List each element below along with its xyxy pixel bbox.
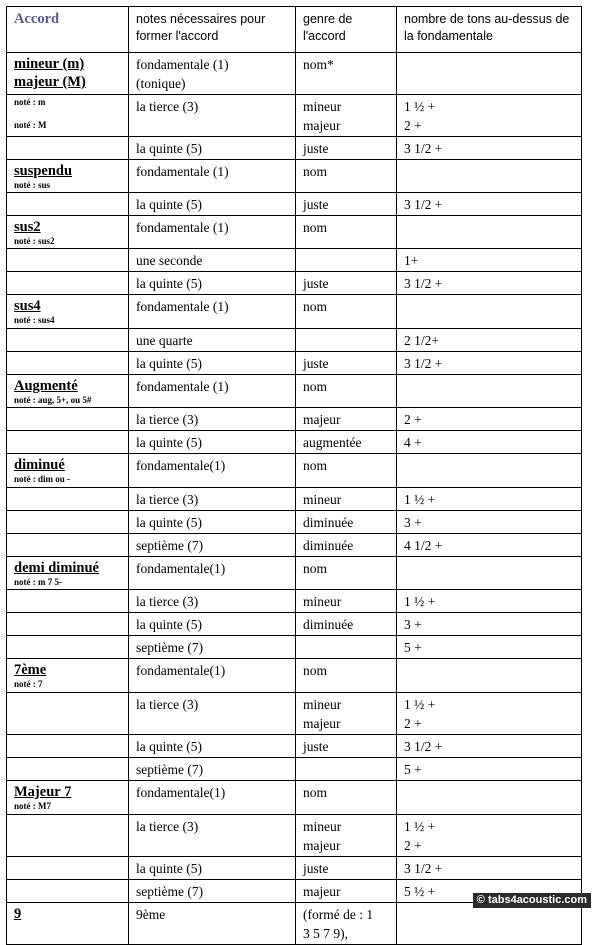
chord-name-cell <box>7 693 129 735</box>
tons-cell <box>397 216 582 249</box>
note-cell: fondamentale(1) <box>129 454 296 488</box>
chord-name-cell <box>7 295 129 329</box>
table-row <box>7 511 582 534</box>
genre-cell: diminuée <box>296 613 397 636</box>
note-cell: la tierce (3) <box>129 488 296 511</box>
note-text: (tonique) <box>136 76 186 91</box>
note-cell: une quarte <box>129 329 296 352</box>
genre-text: majeur <box>303 118 341 133</box>
genre-cell: juste <box>296 193 397 216</box>
note-cell: septième (7) <box>129 636 296 659</box>
table-row <box>7 590 582 613</box>
genre-cell <box>296 249 397 272</box>
note-text: fondamentale (1) <box>136 57 229 72</box>
chord-name: sus4 <box>14 298 41 314</box>
table-row <box>7 534 582 557</box>
genre-cell <box>296 758 397 781</box>
chord-notation: noté : M7 <box>14 801 51 811</box>
chord-notation: noté : M <box>14 120 47 130</box>
genre-cell: nom <box>296 454 397 488</box>
tons-cell: 3 1/2 + <box>397 857 582 880</box>
table-row <box>7 781 582 815</box>
note-cell: la tierce (3) <box>129 693 296 735</box>
genre-cell: majeur <box>296 408 397 431</box>
note-cell: fondamentale(1) <box>129 659 296 693</box>
header-notes: notes nécessaires pour former l'accord <box>129 7 296 53</box>
note-cell: fondamentale(1) <box>129 781 296 815</box>
table-row <box>7 659 582 693</box>
note-cell: fondamentale (1) <box>129 295 296 329</box>
header-row <box>7 7 582 53</box>
chord-name-cell <box>7 613 129 636</box>
tons-text: 2 + <box>404 118 422 133</box>
table-row <box>7 375 582 408</box>
chord-name-cell <box>7 375 129 408</box>
chord-notation: noté : sus2 <box>14 236 55 246</box>
chord-name-cell <box>7 511 129 534</box>
tons-text: 2 + <box>404 716 422 731</box>
tons-cell: 1 ½ + <box>397 488 582 511</box>
tons-cell <box>397 815 582 857</box>
watermark: © tabs4acoustic.com <box>473 893 591 908</box>
chord-name: demi diminué <box>14 560 99 576</box>
genre-cell: nom <box>296 375 397 408</box>
chord-name-cell <box>7 329 129 352</box>
chord-name: 9 <box>14 906 22 922</box>
tons-cell: 5 ½ + <box>397 880 582 903</box>
note-cell: la quinte (5) <box>129 272 296 295</box>
genre-cell <box>296 329 397 352</box>
chord-name-cell <box>7 160 129 193</box>
tons-text: 2 + <box>404 838 422 853</box>
chord-name-cell <box>7 534 129 557</box>
table-row <box>7 160 582 193</box>
table-row <box>7 329 582 352</box>
note-cell: septième (7) <box>129 758 296 781</box>
genre-cell: mineur <box>296 590 397 613</box>
chord-name-cell <box>7 272 129 295</box>
tons-cell <box>397 659 582 693</box>
table-row <box>7 272 582 295</box>
chord-name-cell <box>7 408 129 431</box>
table-row <box>7 857 582 880</box>
genre-cell: nom <box>296 781 397 815</box>
note-cell: la quinte (5) <box>129 193 296 216</box>
chord-name-cell <box>7 352 129 375</box>
genre-cell: juste <box>296 735 397 758</box>
chord-name-cell <box>7 53 129 95</box>
chord-name-cell <box>7 488 129 511</box>
tons-cell: 4 1/2 + <box>397 534 582 557</box>
chord-name: suspendu <box>14 163 73 179</box>
note-cell: fondamentale(1) <box>129 557 296 590</box>
genre-text: (formé de : 1 <box>303 907 374 922</box>
table-row <box>7 557 582 590</box>
tons-cell: 3 + <box>397 511 582 534</box>
tons-cell: 5 + <box>397 758 582 781</box>
chord-name-cell <box>7 431 129 454</box>
tons-cell: 3 + <box>397 613 582 636</box>
tons-cell <box>397 53 582 95</box>
tons-cell: 2 1/2+ <box>397 329 582 352</box>
chord-name: Augmenté <box>14 378 78 394</box>
chord-name-cell <box>7 659 129 693</box>
chord-name: mineur (m) <box>14 56 85 72</box>
note-cell: septième (7) <box>129 880 296 903</box>
genre-cell: diminuée <box>296 511 397 534</box>
tons-cell: 3 1/2 + <box>397 735 582 758</box>
genre-cell: nom <box>296 557 397 590</box>
table-row <box>7 137 582 160</box>
genre-cell: nom <box>296 295 397 329</box>
tons-cell <box>397 903 582 945</box>
table-row <box>7 735 582 758</box>
genre-cell <box>296 903 397 945</box>
table-row <box>7 903 582 945</box>
chord-notation: noté : aug, 5+, ou 5# <box>14 395 92 405</box>
chord-name: sus2 <box>14 219 41 235</box>
genre-text: 3 5 7 9), <box>303 926 348 941</box>
genre-text: mineur <box>303 819 342 834</box>
chord-name: 7ème <box>14 662 47 678</box>
chord-name-cell <box>7 95 129 137</box>
tons-cell: 1+ <box>397 249 582 272</box>
chord-name-cell <box>7 557 129 590</box>
note-cell: la tierce (3) <box>129 95 296 137</box>
genre-cell: majeur <box>296 880 397 903</box>
genre-text: mineur <box>303 697 342 712</box>
chord-name-cell <box>7 193 129 216</box>
chord-name-cell <box>7 758 129 781</box>
genre-cell: juste <box>296 857 397 880</box>
tons-cell <box>397 295 582 329</box>
tons-text: 1 ½ + <box>404 697 436 712</box>
chord-name-cell <box>7 636 129 659</box>
tons-text: 1 ½ + <box>404 819 436 834</box>
genre-cell: nom <box>296 659 397 693</box>
chord-name-cell <box>7 903 129 945</box>
chord-notation: noté : sus <box>14 180 51 190</box>
table-row <box>7 408 582 431</box>
genre-text: majeur <box>303 838 341 853</box>
tons-cell <box>397 781 582 815</box>
tons-cell: 3 1/2 + <box>397 272 582 295</box>
tons-text: 1 ½ + <box>404 99 436 114</box>
note-cell: la tierce (3) <box>129 590 296 613</box>
table-row <box>7 488 582 511</box>
chord-notation: noté : m 7 5- <box>14 577 62 587</box>
genre-cell: juste <box>296 137 397 160</box>
genre-cell: juste <box>296 352 397 375</box>
chord-name-cell <box>7 815 129 857</box>
table-row <box>7 193 582 216</box>
table-row <box>7 454 582 488</box>
tons-cell <box>397 160 582 193</box>
header-accord: Accord <box>7 7 129 53</box>
genre-cell <box>296 95 397 137</box>
chord-name-cell <box>7 880 129 903</box>
genre-cell: nom <box>296 160 397 193</box>
chord-notation: noté : 7 <box>14 679 43 689</box>
tons-cell: 4 + <box>397 431 582 454</box>
genre-cell <box>296 636 397 659</box>
chord-name-cell <box>7 137 129 160</box>
note-cell: fondamentale (1) <box>129 375 296 408</box>
chord-name-cell <box>7 454 129 488</box>
genre-cell: nom* <box>296 53 397 95</box>
note-cell: la quinte (5) <box>129 511 296 534</box>
table-row <box>7 249 582 272</box>
table-row <box>7 758 582 781</box>
chord-name-cell <box>7 590 129 613</box>
chord-name: Majeur 7 <box>14 784 72 800</box>
chord-notation: noté : sus4 <box>14 315 55 325</box>
tons-cell <box>397 454 582 488</box>
genre-cell <box>296 815 397 857</box>
note-cell: la quinte (5) <box>129 613 296 636</box>
note-cell: fondamentale (1) <box>129 160 296 193</box>
note-cell: la quinte (5) <box>129 352 296 375</box>
chord-name: majeur (M) <box>14 74 86 90</box>
chord-table <box>6 6 582 945</box>
tons-cell <box>397 375 582 408</box>
note-cell: la quinte (5) <box>129 431 296 454</box>
tons-cell: 3 1/2 + <box>397 137 582 160</box>
note-cell: 9ème <box>129 903 296 945</box>
chord-notation: noté : m <box>14 97 46 107</box>
chord-name-cell <box>7 857 129 880</box>
tons-cell <box>397 95 582 137</box>
genre-text: majeur <box>303 716 341 731</box>
genre-cell <box>296 693 397 735</box>
header-genre: genre de l'accord <box>296 7 397 53</box>
genre-cell: augmentée <box>296 431 397 454</box>
genre-cell: nom <box>296 216 397 249</box>
tons-cell: 3 1/2 + <box>397 352 582 375</box>
chord-name: diminué <box>14 457 65 473</box>
tons-cell <box>397 557 582 590</box>
chord-notation: noté : dim ou - <box>14 474 70 484</box>
table-row <box>7 352 582 375</box>
table-row <box>7 636 582 659</box>
tons-cell <box>397 693 582 735</box>
note-cell: une seconde <box>129 249 296 272</box>
chord-name-cell <box>7 249 129 272</box>
genre-cell: juste <box>296 272 397 295</box>
header-tons: nombre de tons au-dessus de la fondamentale <box>397 7 582 53</box>
table-row <box>7 95 582 137</box>
table-row <box>7 295 582 329</box>
chord-name-cell <box>7 781 129 815</box>
chord-name-cell <box>7 735 129 758</box>
chord-name-cell <box>7 216 129 249</box>
note-cell: la tierce (3) <box>129 408 296 431</box>
table-row <box>7 53 582 95</box>
tons-cell: 3 1/2 + <box>397 193 582 216</box>
table-row <box>7 815 582 857</box>
table-row <box>7 216 582 249</box>
note-cell: fondamentale (1) <box>129 216 296 249</box>
note-cell: la quinte (5) <box>129 857 296 880</box>
table-row <box>7 431 582 454</box>
table-row <box>7 613 582 636</box>
genre-cell: diminuée <box>296 534 397 557</box>
note-cell: la quinte (5) <box>129 735 296 758</box>
note-cell: la tierce (3) <box>129 815 296 857</box>
tons-cell: 5 + <box>397 636 582 659</box>
tons-cell: 2 + <box>397 408 582 431</box>
table-row <box>7 693 582 735</box>
note-cell: septième (7) <box>129 534 296 557</box>
note-cell <box>129 53 296 95</box>
note-cell: la quinte (5) <box>129 137 296 160</box>
genre-text: mineur <box>303 99 342 114</box>
genre-cell: mineur <box>296 488 397 511</box>
tons-cell: 1 ½ + <box>397 590 582 613</box>
